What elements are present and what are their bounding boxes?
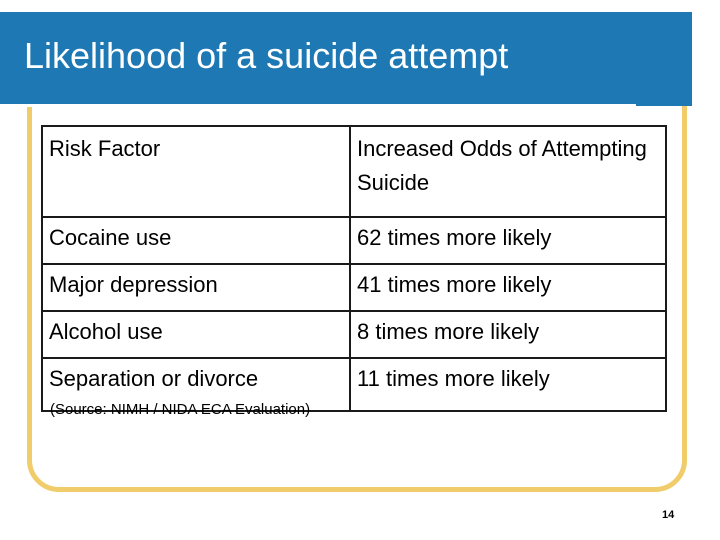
- risk-factor-cell: Separation or divorce: [42, 358, 350, 411]
- risk-factor-cell: Major depression: [42, 264, 350, 311]
- table-row: [42, 311, 666, 358]
- slide-title: Likelihood of a suicide attempt: [24, 35, 509, 76]
- header-increased-odds: Increased Odds of Attempting Suicide: [350, 126, 666, 217]
- table-header-row: [42, 126, 666, 217]
- odds-cell: 62 times more likely: [350, 217, 666, 264]
- header-risk-factor: Risk Factor: [42, 126, 350, 217]
- table-row: [42, 264, 666, 311]
- risk-factor-cell: Cocaine use: [42, 217, 350, 264]
- title-underline: [0, 104, 636, 107]
- odds-cell: 11 times more likely: [350, 358, 666, 411]
- risk-factor-cell: Alcohol use: [42, 311, 350, 358]
- table-row: [42, 217, 666, 264]
- page-number: 14: [662, 509, 675, 521]
- odds-cell: 8 times more likely: [350, 311, 666, 358]
- source-note: (Source: NIMH / NIDA ECA Evaluation): [50, 401, 311, 418]
- risk-factor-table: [41, 125, 667, 412]
- odds-cell: 41 times more likely: [350, 264, 666, 311]
